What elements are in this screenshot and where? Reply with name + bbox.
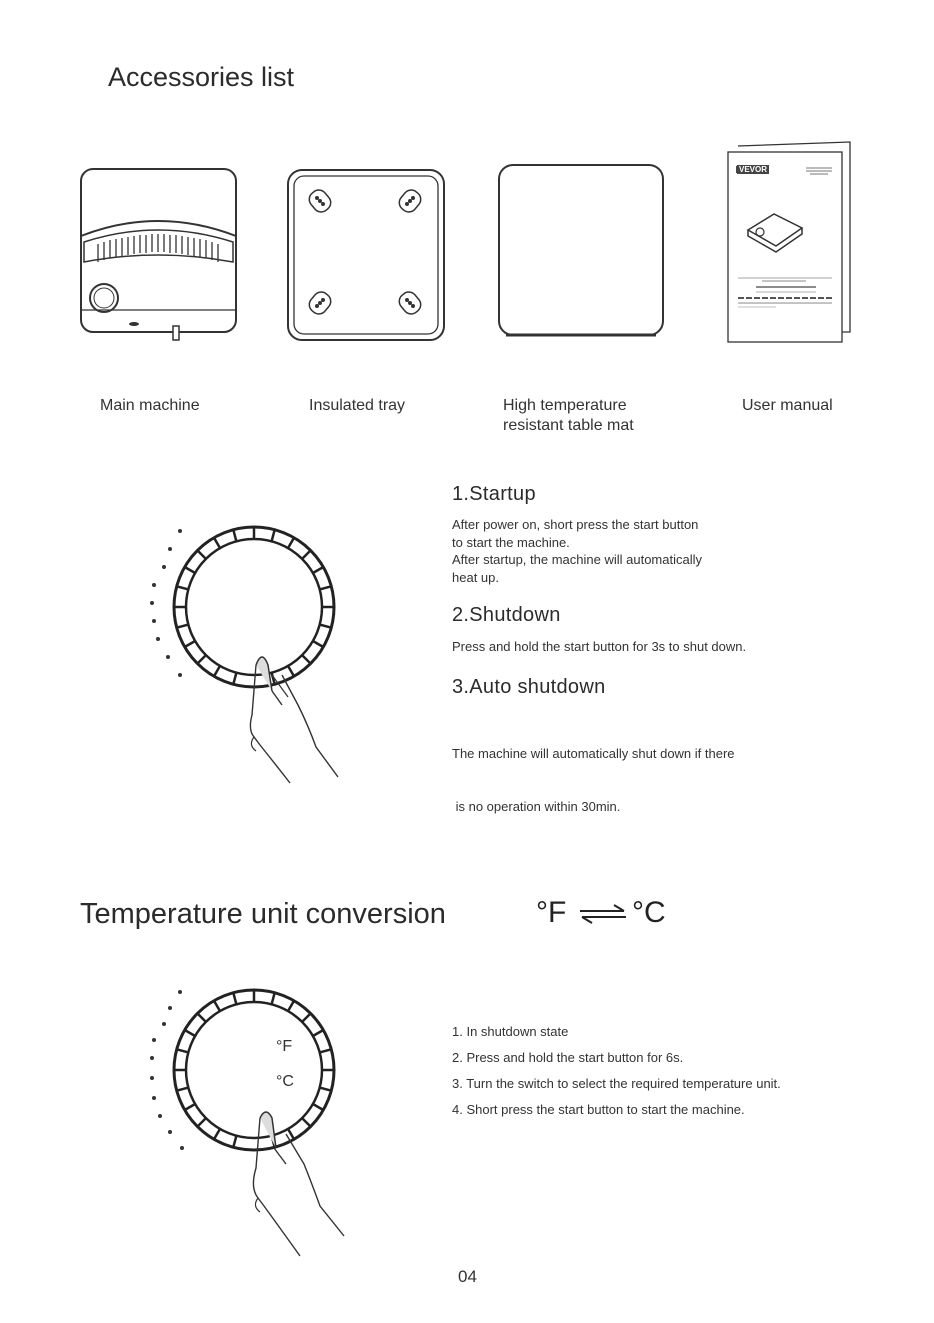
- text-line: Press and hold the start button for 3s to shut down.: [452, 639, 747, 654]
- step-item: 2. Press and hold the start button for 6s.: [452, 1050, 684, 1065]
- auto-shutdown-title: 3.Auto shutdown: [452, 676, 606, 698]
- temperature-title: Temperature unit conversion: [80, 898, 446, 930]
- unit-f-label: °F: [536, 896, 567, 929]
- conversion-steps: [452, 1019, 781, 1123]
- shutdown-description: [452, 638, 746, 656]
- step-item: 4. Short press the start button to start the machine.: [452, 1102, 745, 1117]
- manual-brand-label: VEVOR: [739, 165, 768, 174]
- unit-c-label: °C: [632, 896, 666, 929]
- caption-table-mat: High temperature resistant table mat: [503, 397, 634, 434]
- dial-f-label: °F: [276, 1038, 293, 1055]
- dial-c-label: °C: [276, 1073, 294, 1090]
- conversion-dial-icon: [140, 988, 360, 1263]
- table-mat-icon: [496, 162, 666, 338]
- startup-description: [452, 516, 702, 586]
- auto-shutdown-description: [452, 710, 735, 833]
- caption-insulated-tray: Insulated tray: [309, 397, 406, 414]
- page-number: 04: [458, 1267, 477, 1286]
- main-machine-icon: [78, 166, 240, 342]
- swap-arrows-icon: [578, 904, 628, 924]
- text-line: heat up.: [452, 569, 499, 585]
- shutdown-title: 2.Shutdown: [452, 604, 561, 626]
- text-line: After power on, short press the start button: [452, 517, 699, 532]
- step-item: 1. In shutdown state: [452, 1024, 569, 1039]
- text-line: is no operation within 30min.: [452, 798, 621, 814]
- startup-title: 1.Startup: [452, 483, 536, 505]
- insulated-tray-icon: [286, 168, 446, 342]
- step-item: 3. Turn the switch to select the required temperature unit.: [452, 1076, 781, 1091]
- text-line: to start the machine.: [452, 534, 570, 550]
- startup-dial-icon: [140, 515, 360, 805]
- caption-user-manual: User manual: [742, 397, 833, 414]
- text-line: After startup, the machine will automatically: [452, 552, 702, 567]
- text-line: The machine will automatically shut down if there: [452, 746, 735, 761]
- accessories-title: Accessories list: [108, 62, 295, 92]
- caption-main-machine: Main machine: [100, 397, 200, 414]
